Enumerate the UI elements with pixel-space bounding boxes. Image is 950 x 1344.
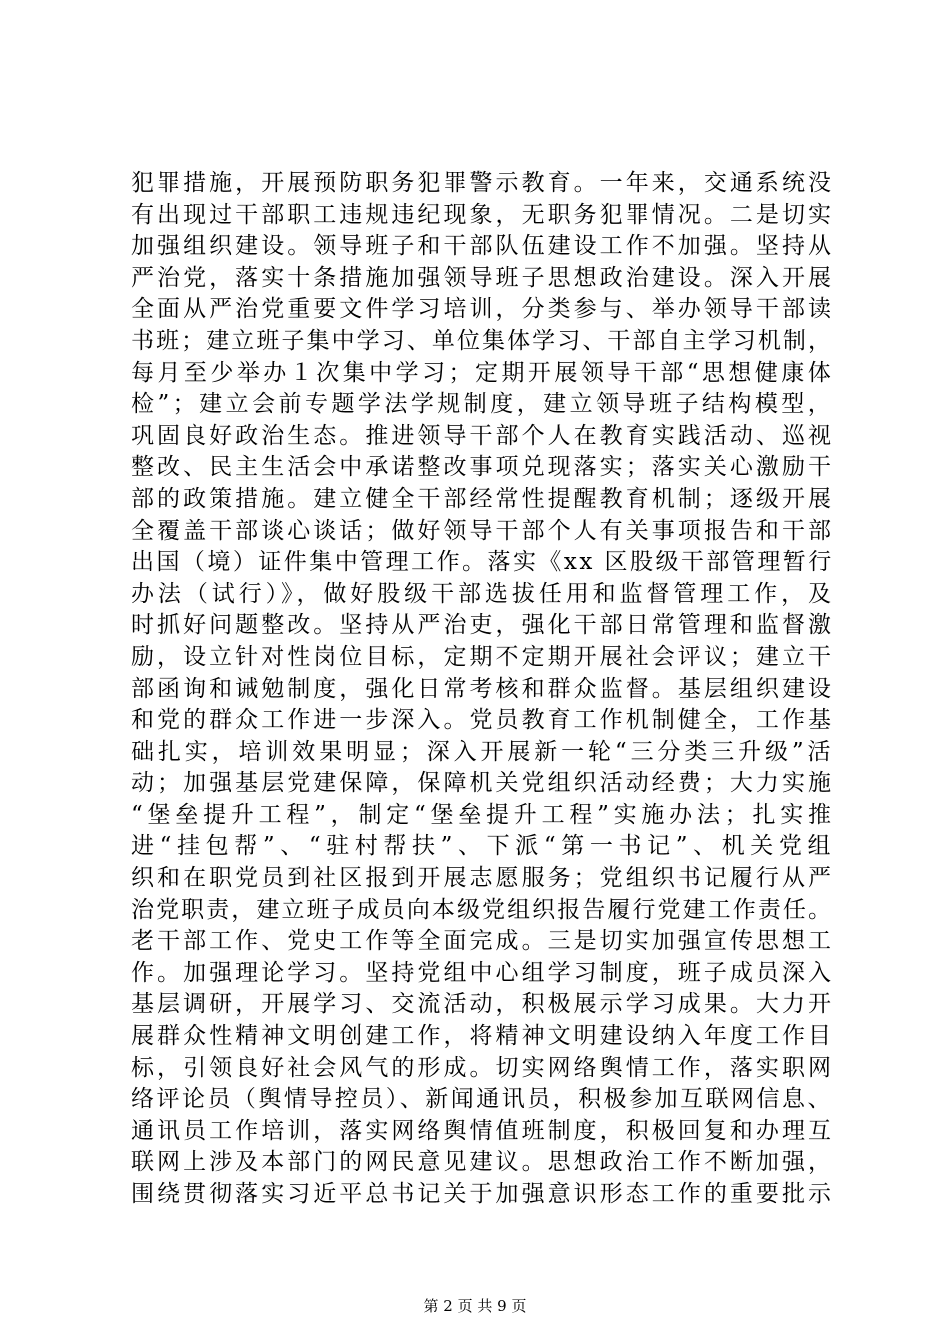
text-line: 联网上涉及本部门的网民意见建议。思想政治工作不断加强，: [131, 1149, 835, 1176]
text-line: 老干部工作、党史工作等全面完成。三是切实加强宣传思想工: [131, 928, 835, 955]
text-line: 部的政策措施。建立健全干部经常性提醒教育机制；逐级开展: [131, 485, 835, 512]
text-line: 全覆盖干部谈心谈话；做好领导干部个人有关事项报告和干部: [131, 517, 835, 544]
page-footer: 第 2 页 共 9 页: [423, 1297, 527, 1315]
text-line: 动；加强基层党建保障，保障机关党组织活动经费；大力实施: [131, 770, 835, 797]
text-line: 通讯员工作培训，落实网络舆情值班制度，积极回复和办理互: [131, 1117, 835, 1144]
text-line: 检”；建立会前专题学法学规制度，建立领导班子结构模型，: [131, 391, 835, 418]
text-line: 作。加强理论学习。坚持党组中心组学习制度，班子成员深入: [131, 959, 835, 986]
text-line: 络评论员（舆情导控员）、新闻通讯员，积极参加互联网信息、: [131, 1086, 833, 1113]
text-line: 织和在职党员到社区报到开展志愿服务；党组织书记履行从严: [131, 865, 835, 892]
text-line: 书班；建立班子集中学习、单位集体学习、干部自主学习机制，: [131, 327, 834, 354]
text-line: “堡垒提升工程”，制定“堡垒提升工程”实施办法；扎实推: [131, 801, 836, 828]
text-line: 和党的群众工作进一步深入。党员教育工作机制健全，工作基: [131, 707, 835, 734]
text-line: 出国（境）证件集中管理工作。落实《xx 区股级干部管理暂行: [131, 549, 834, 576]
text-line: 标，引领良好社会风气的形成。切实网络舆情工作，落实职网: [131, 1054, 835, 1081]
text-line: 加强组织建设。领导班子和干部队伍建设工作不加强。坚持从: [131, 233, 835, 260]
text-line: 励，设立针对性岗位目标，定期不定期开展社会评议；建立干: [131, 643, 835, 670]
text-line: 犯罪措施，开展预防职务犯罪警示教育。一年来，交通系统没: [131, 170, 835, 196]
text-line: 时抓好问题整改。坚持从严治吏，强化干部日常管理和监督激: [131, 612, 835, 639]
text-line: 有出现过干部职工违规违纪现象，无职务犯罪情况。二是切实: [131, 201, 835, 228]
text-line: 进“挂包帮”、“驻村帮扶”、下派“第一书记”、机关党组: [131, 833, 837, 860]
text-line: 础扎实，培训效果明显；深入开展新一轮“三分类三升级”活: [131, 738, 835, 765]
text-line: 办法（试行）》，做好股级干部选拔任用和监督管理工作，及: [131, 580, 835, 607]
text-line: 部函询和诫勉制度，强化日常考核和群众监督。基层组织建设: [131, 675, 835, 702]
text-line: 每月至少举办１次集中学习；定期开展领导干部“思想健康体: [131, 359, 835, 386]
text-line: 巩固良好政治生态。推进领导干部个人在教育实践活动、巡视: [131, 422, 835, 449]
text-line: 基层调研，开展学习、交流活动，积极展示学习成果。大力开: [131, 991, 835, 1018]
text-line: 围绕贯彻落实习近平总书记关于加强意识形态工作的重要批示: [131, 1181, 835, 1207]
text-line: 严治党，落实十条措施加强领导班子思想政治建设。深入开展: [131, 264, 835, 291]
body-text: [131, 168, 837, 1211]
text-line: 展群众性精神文明创建工作，将精神文明建设纳入年度工作目: [131, 1023, 835, 1050]
text-line: 整改、民主生活会中承诺整改事项兑现落实；落实关心激励干: [131, 454, 835, 481]
text-line: 治党职责，建立班子成员向本级党组织报告履行党建工作责任。: [131, 896, 834, 923]
text-line: 全面从严治党重要文件学习培训，分类参与、举办领导干部读: [131, 296, 835, 323]
